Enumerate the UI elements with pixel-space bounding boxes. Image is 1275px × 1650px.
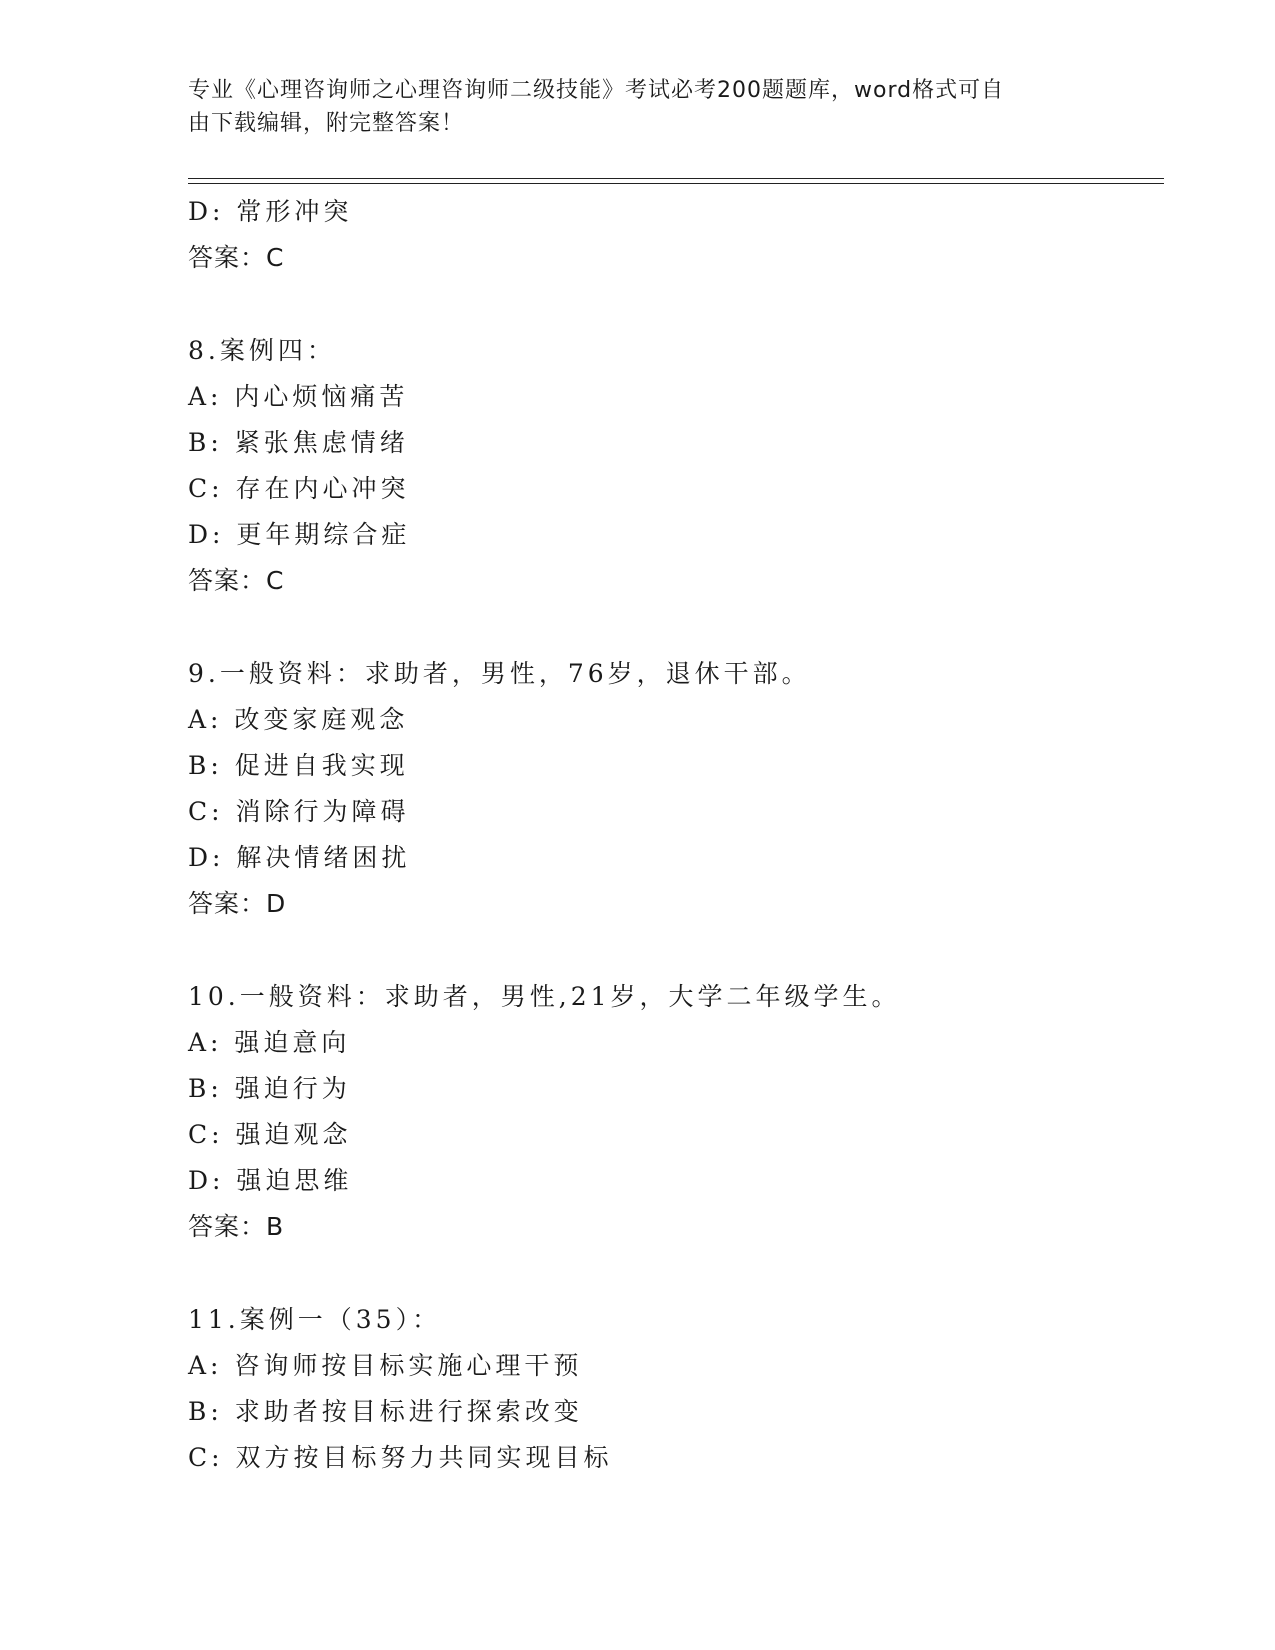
question-stem: 11.案例一（35）： [188, 1305, 442, 1334]
question-list [188, 189, 1168, 1481]
header-line-1: 专业《心理咨询师之心理咨询师二级技能》考试必考200题题库，word格式可自 [188, 78, 1005, 103]
question-10 [188, 974, 1168, 1250]
answer: 答案：B [188, 1212, 285, 1241]
option-d: D: 常形冲突 [188, 197, 353, 226]
option-a: A: 强迫意向 [188, 1028, 351, 1057]
option-d: D: 强迫思维 [188, 1166, 353, 1195]
question-stem: 10.一般资料：求助者，男性,21岁，大学二年级学生。 [188, 982, 901, 1011]
answer: 答案：D [188, 889, 287, 918]
option-d: D: 解决情绪困扰 [188, 843, 411, 872]
option-c: C: 消除行为障碍 [188, 797, 410, 826]
option-b: B: 紧张焦虑情绪 [188, 428, 409, 457]
question-11 [188, 1297, 1168, 1481]
question-stem: 9.一般资料：求助者，男性，76岁，退休干部。 [188, 659, 811, 688]
header-line-2: 由下载编辑，附完整答案！ [188, 111, 465, 136]
header-rule-bottom [188, 183, 1164, 184]
question-9 [188, 651, 1168, 927]
option-c: C: 双方按目标努力共同实现目标 [188, 1443, 613, 1472]
question-stem: 8.案例四： [188, 336, 336, 365]
option-a: A: 内心烦恼痛苦 [188, 382, 409, 411]
option-b: B: 强迫行为 [188, 1074, 351, 1103]
question-7-tail [188, 189, 1168, 281]
option-b: B: 求助者按目标进行探索改变 [188, 1397, 583, 1426]
answer: 答案：C [188, 566, 285, 595]
option-a: A: 改变家庭观念 [188, 705, 409, 734]
option-d: D: 更年期综合症 [188, 520, 411, 549]
option-c: C: 存在内心冲突 [188, 474, 410, 503]
document-header [188, 74, 1068, 140]
answer: 答案：C [188, 243, 285, 272]
option-c: C: 强迫观念 [188, 1120, 352, 1149]
question-8 [188, 328, 1168, 604]
option-a: A: 咨询师按目标实施心理干预 [188, 1351, 583, 1380]
option-b: B: 促进自我实现 [188, 751, 409, 780]
header-rule-top [188, 178, 1164, 179]
